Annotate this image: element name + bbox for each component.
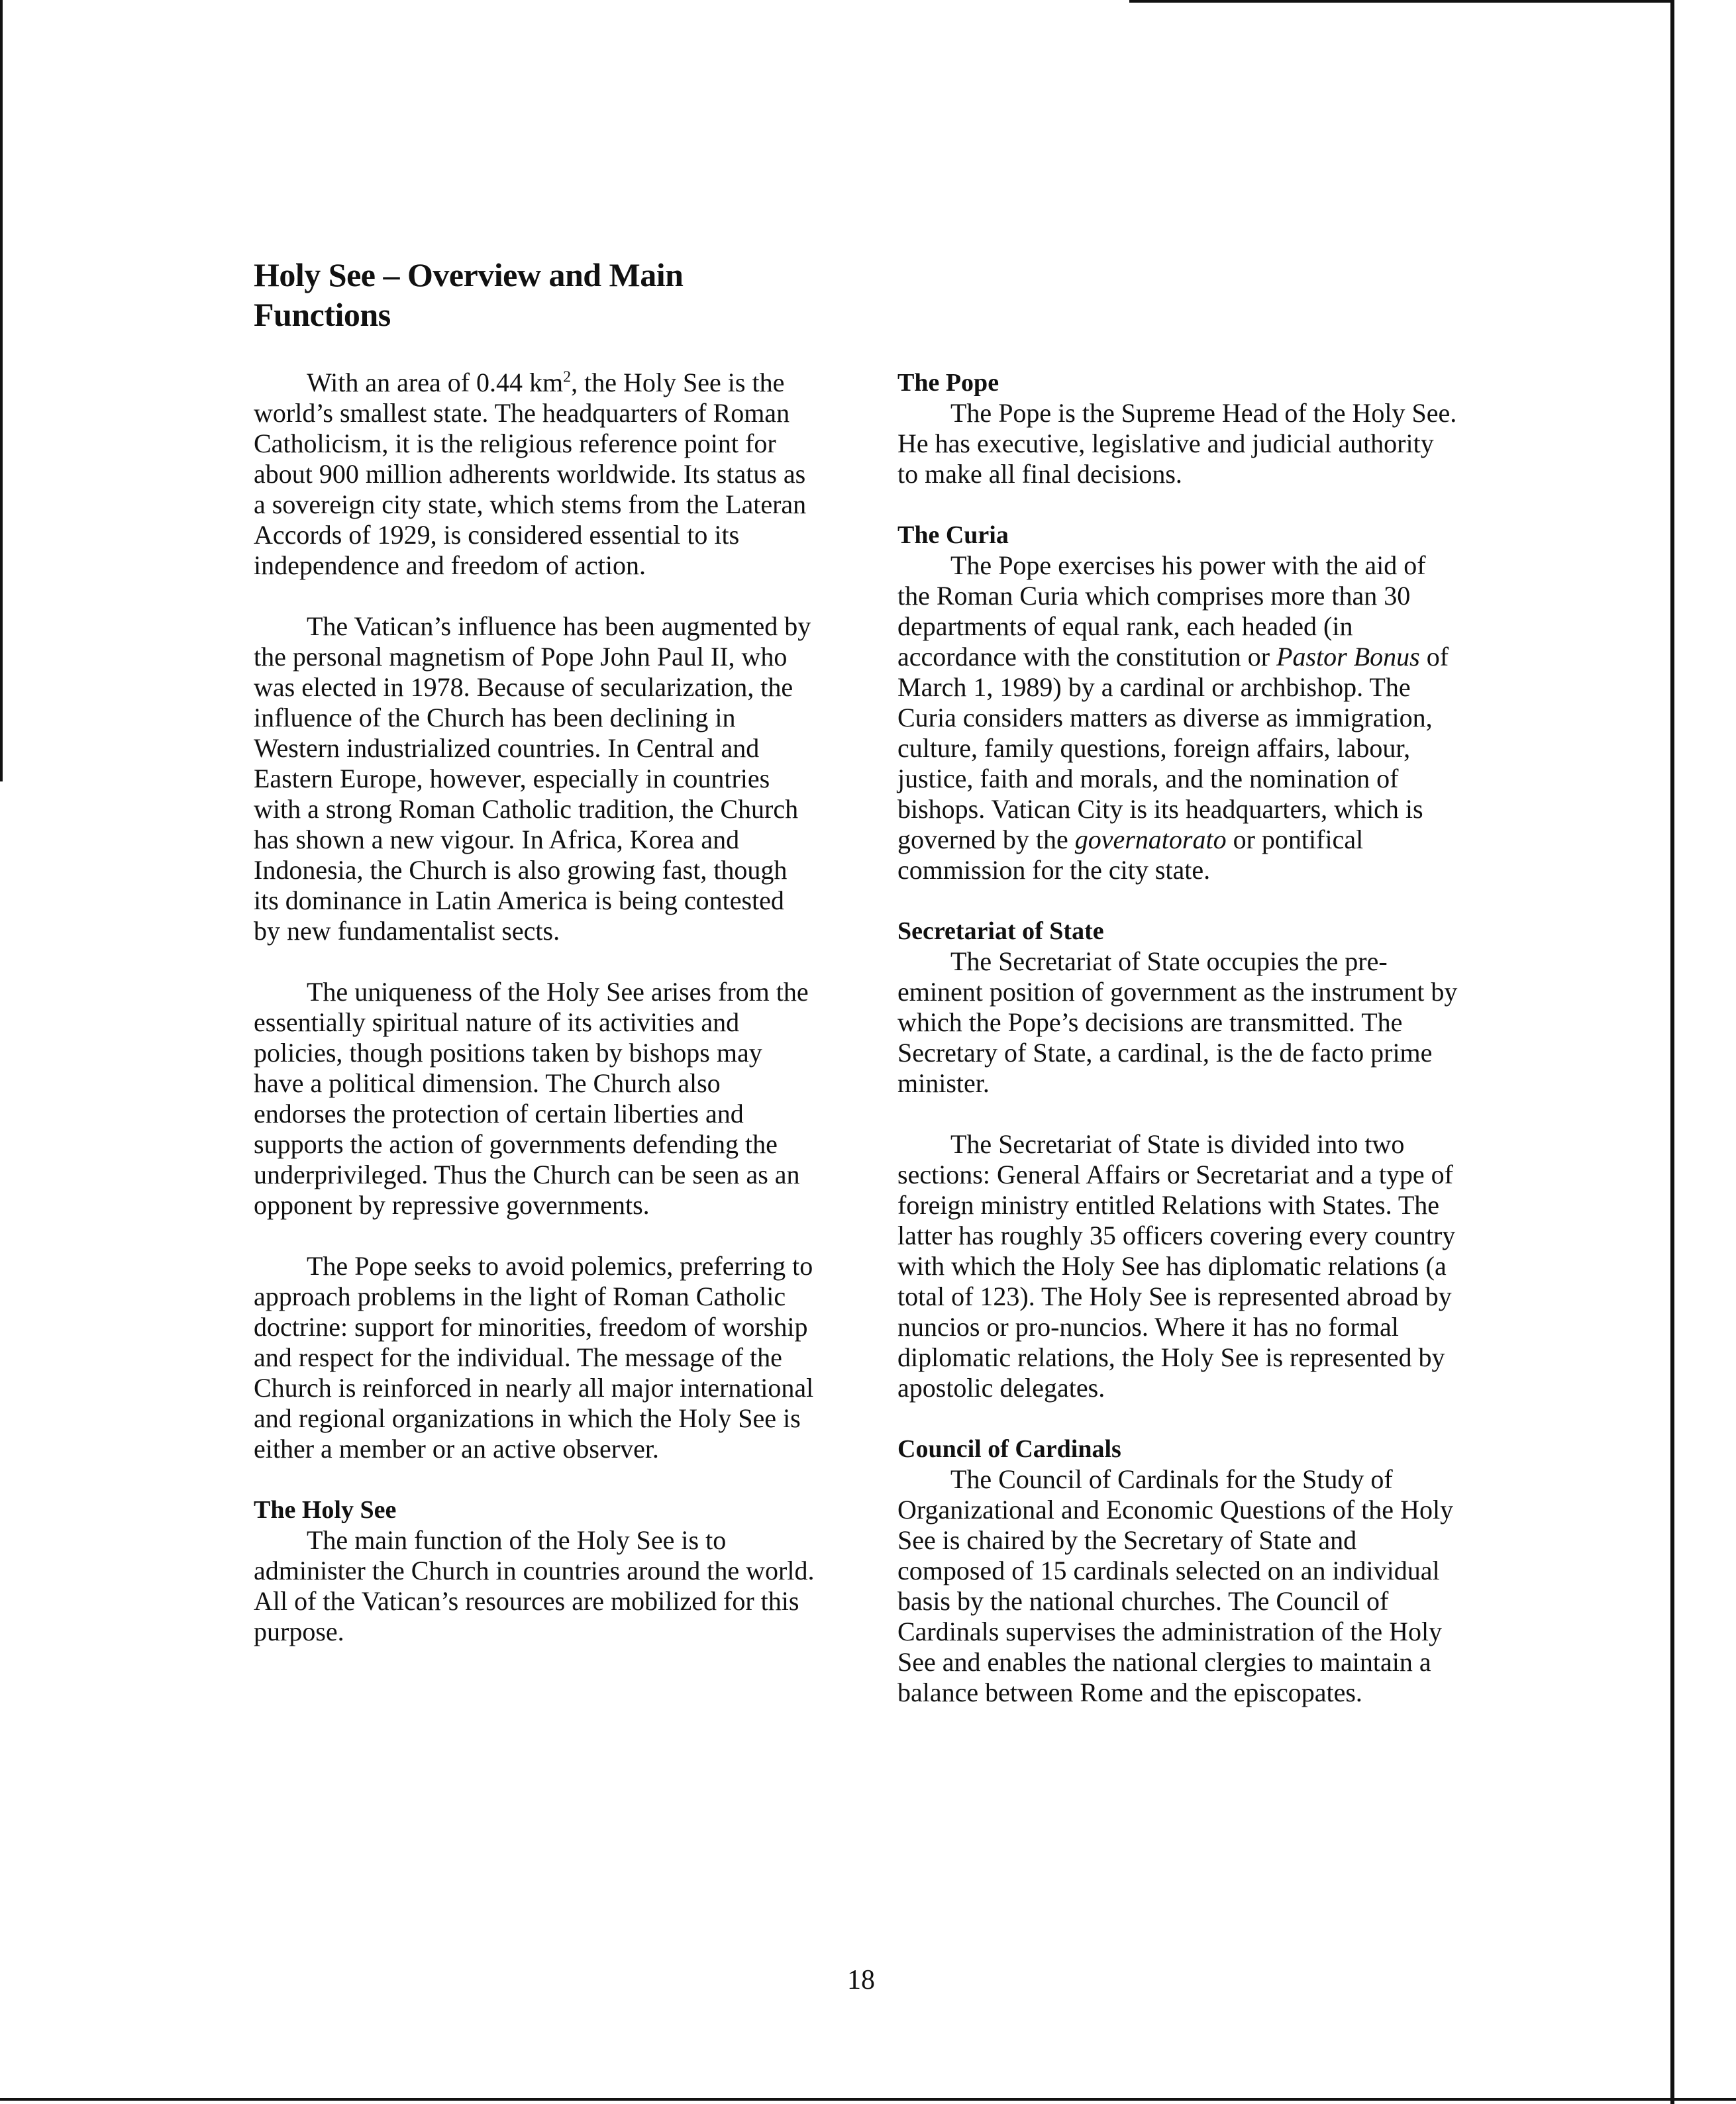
curia-text-part-2: of March 1, 1989) by a cardinal or archbishop. The Curia considers matters as diverse as immigration, culture, family questions, foreign affairs, labour, justice, faith and morals, and the nomination of bishops. Vatican City is its headquarters, which is governed by the	[897, 642, 1449, 854]
polemics-paragraph: The Pope seeks to avoid polemics, preferring to approach problems in the light of Roman Catholic doctrine: support for minorities, freedom of worship and respect for the individual. The message of the Church is reinforced in nearly all major international and regional organizations in which the Holy See is either a member or an active observer.	[254, 1251, 814, 1464]
curia-text-part-3: or pontifical commission for the city state.	[897, 825, 1364, 885]
council-paragraph: The Council of Cardinals for the Study of Organizational and Economic Questions of the Holy See is chaired by the Secretary of State and composed of 15 cardinals selected on an individual basis by the national churches. The Council of Cardinals supervises the administration of the Holy See and enables the national clergies to maintain a balance between Rome and the episcopates.	[897, 1464, 1454, 1707]
intro-text-start: With an area of 0.44 km	[307, 368, 564, 397]
curia-italic-pastor-bonus: Pastor Bonus	[1276, 642, 1420, 672]
section-heading-pope: The Pope	[897, 369, 999, 397]
intro-paragraph	[254, 368, 817, 581]
scan-border-bottom	[0, 2098, 1736, 2101]
scan-border-top	[1129, 0, 1672, 3]
superscript-two: 2	[563, 368, 572, 386]
scan-border-right	[1670, 0, 1674, 2104]
curia-text-part-1: The Pope exercises his power with the aid of the Roman Curia which comprises more than 30 departments of equal rank, each headed (in accordance with the constitution or	[897, 550, 1426, 672]
left-column	[254, 368, 817, 1647]
section-heading-curia: The Curia	[897, 521, 1009, 549]
curia-italic-governatorato: governatorato	[1074, 825, 1227, 854]
uniqueness-paragraph: The uniqueness of the Holy See arises from the essentially spiritual nature of its activities and policies, though positions taken by bishops may have a political dimension. The Church also endorses the protection of certain liberties and supports the action of governments defending the underprivileged. Thus the Church can be seen as an opponent by repressive governments.	[254, 977, 809, 1220]
page-title: Holy See – Overview and Main Functions	[254, 256, 684, 333]
influence-paragraph: The Vatican’s influence has been augmented by the personal magnetism of Pope John Paul II, who was elected in 1978. Because of secularization, the influence of the Church has been declining in Western industrialized countries. In Central and Eastern Europe, however, especially in countries with a strong Roman Catholic tradition, the Church has shown a new vigour. In Africa, Korea and Indonesia, the Church is also growing fast, though its dominance in Latin America is being contested by new fundamentalist sects.	[254, 611, 811, 946]
section-heading-holy-see: The Holy See	[254, 1496, 397, 1524]
pope-paragraph: The Pope is the Supreme Head of the Holy See. He has executive, legislative and judicial authority to make all final decisions.	[897, 398, 1457, 489]
section-heading-secretariat: Secretariat of State	[897, 917, 1104, 945]
right-column	[897, 368, 1460, 1708]
secretariat-paragraph-1: The Secretariat of State occupies the pre-eminent position of government as the instrument by which the Pope’s decisions are transmitted. The Secretary of State, a cardinal, is the de facto prime minister.	[897, 946, 1458, 1098]
secretariat-paragraph-2: The Secretariat of State is divided into two sections: General Affairs or Secretariat and a type of foreign ministry entitled Relations with States. The latter has roughly 35 officers covering every country with which the Holy See has diplomatic relations (a total of 123). The Holy See is represented abroad by nuncios or pro-nuncios. Where it has no formal diplomatic relations, the Holy See is represented by apostolic delegates.	[897, 1129, 1456, 1403]
section-heading-council: Council of Cardinals	[897, 1435, 1121, 1463]
page-number: 18	[847, 1965, 875, 1995]
intro-text-end: , the Holy See is the world’s smallest state. The headquarters of Roman Catholicism, it is the religious reference point for about 900 million adherents worldwide. Its status as a sovereign city state, which stems from the Lateran Accords of 1929, is considered essential to its independence and freedom of action.	[254, 368, 807, 580]
curia-paragraph	[897, 550, 1460, 885]
holy-see-paragraph: The main function of the Holy See is to administer the Church in countries around the world. All of the Vatican’s resources are mobilized for this purpose.	[254, 1525, 815, 1646]
scan-border-left	[0, 0, 3, 781]
